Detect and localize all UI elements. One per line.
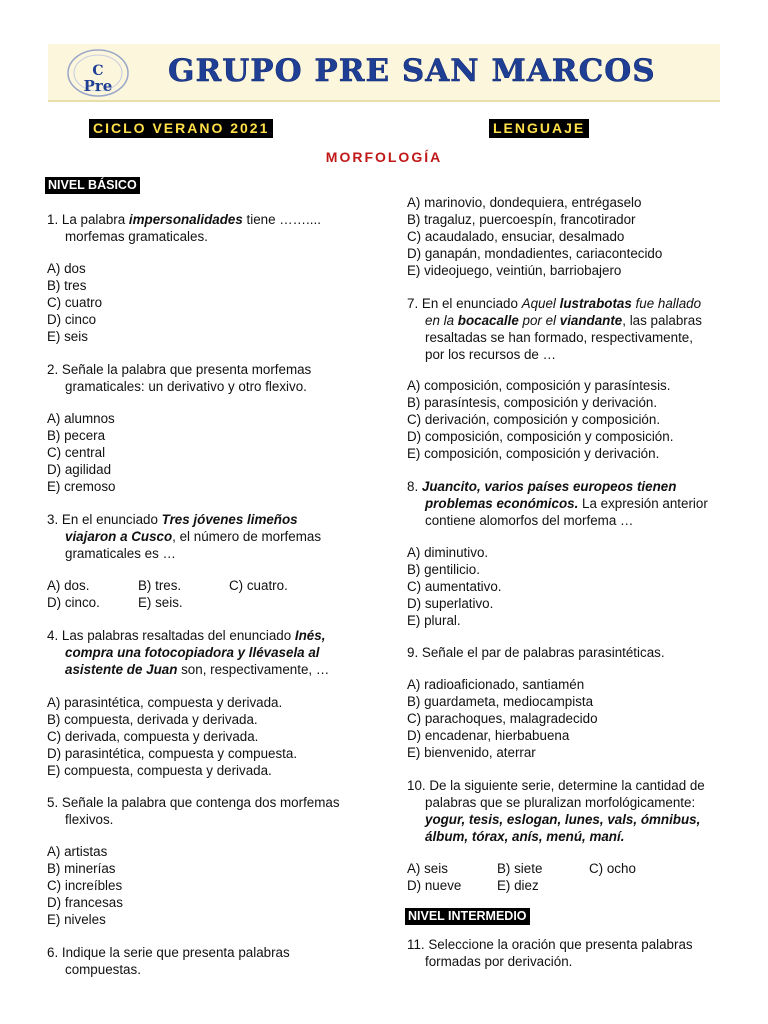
header-banner	[48, 44, 720, 102]
q2-line1: 2. Señale la palabra que presenta morfemas	[47, 362, 312, 377]
q8-option-e: E) plural.	[407, 613, 461, 628]
q10-line1: 10. De la siguiente serie, determine la cantidad de	[407, 778, 705, 793]
q1-option-b: B) tres	[47, 278, 87, 293]
q3-option-e: E) seis.	[138, 595, 183, 610]
level-basic-badge: NIVEL BÁSICO	[45, 177, 140, 194]
q7-option-d: D) composición, composición y composición.	[407, 429, 674, 444]
q5-option-e: E) niveles	[47, 912, 106, 927]
q6-option-c: C) acaudalado, ensuciar, desalmado	[407, 229, 625, 244]
q1-option-c: C) cuatro	[47, 295, 103, 310]
q8-option-b: B) gentilicio.	[407, 562, 480, 577]
q8-option-c: C) aumentativo.	[407, 579, 502, 594]
banner-title: GRUPO PRE SAN MARCOS	[168, 53, 656, 89]
q10-option-a: A) seis	[407, 861, 448, 876]
q3-option-a: A) dos.	[47, 578, 90, 593]
q4-line2: compra una fotocopiadora y llévasela al	[65, 645, 320, 660]
q6-option-b: B) tragaluz, puercoespín, francotirador	[407, 212, 636, 227]
logo-text: Pre	[83, 77, 113, 95]
q9-option-a: A) radioaficionado, santiamén	[407, 677, 585, 692]
q10-line3: yogur, tesis, eslogan, lunes, vals, ómnibus,	[425, 812, 701, 827]
q2-option-b: B) pecera	[47, 428, 106, 443]
level-intermediate-badge: NIVEL INTERMEDIO	[405, 908, 530, 925]
q7-line1: 7. En el enunciado Aquel lustrabotas fue hallado	[407, 296, 702, 311]
q9-line1: 9. Señale el par de palabras parasintéticas.	[407, 645, 665, 660]
q8-line3: contiene alomorfos del morfema …	[425, 513, 634, 528]
q6-option-e: E) videojuego, veintiún, barriobajero	[407, 263, 622, 278]
q4-line1: 4. Las palabras resaltadas del enunciado Inés,	[47, 628, 326, 643]
q6-option-d: D) ganapán, mondadientes, cariacontecido	[407, 246, 663, 261]
course-tag: LENGUAJE	[489, 119, 589, 138]
q4-option-e: E) compuesta, compuesta y derivada.	[47, 763, 272, 778]
q2-option-e: E) cremoso	[47, 479, 116, 494]
q11-line2: formadas por derivación.	[425, 954, 573, 969]
q7-line4: por los recursos de …	[425, 347, 556, 362]
q7-line2: en la bocacalle por el viandante, las palabras	[425, 313, 702, 328]
q5-option-d: D) francesas	[47, 895, 123, 910]
q9-option-b: B) guardameta, mediocampista	[407, 694, 594, 709]
q1-option-d: D) cinco	[47, 312, 97, 327]
q10-option-b: B) siete	[497, 861, 543, 876]
q3-option-c: C) cuatro.	[229, 578, 288, 593]
q8-line2: problemas económicos. La expresión anterior	[425, 496, 708, 511]
q9-option-d: D) encadenar, hierbabuena	[407, 728, 570, 743]
q6-line1: 6. Indique la serie que presenta palabras	[47, 945, 290, 960]
q10-option-e: E) diez	[497, 878, 539, 893]
q10-option-d: D) nueve	[407, 878, 462, 893]
q3-option-b: B) tres.	[138, 578, 182, 593]
q3-line3: gramaticales es …	[65, 546, 176, 561]
q7-option-c: C) derivación, composición y composición.	[407, 412, 661, 427]
q2-option-a: A) alumnos	[47, 411, 115, 426]
cycle-tag: CICLO VERANO 2021	[89, 119, 273, 138]
q5-line1: 5. Señale la palabra que contenga dos morfemas	[47, 795, 340, 810]
q11-line1: 11. Seleccione la oración que presenta palabras	[407, 937, 693, 952]
q7-line3: resaltadas se han formado, respectivamente,	[425, 330, 693, 345]
q1-line2: morfemas gramaticales.	[65, 229, 208, 244]
q5-option-b: B) minerías	[47, 861, 116, 876]
q5-line2: flexivos.	[65, 812, 114, 827]
q3-option-d: D) cinco.	[47, 595, 100, 610]
q10-option-c: C) ocho	[589, 861, 636, 876]
q10-line2: palabras que se pluralizan morfológicamente:	[425, 795, 696, 810]
q1-line1: 1. La palabra impersonalidades tiene ……....	[47, 212, 321, 227]
q5-option-c: C) increíbles	[47, 878, 123, 893]
topic-title: MORFOLOGÍA	[325, 149, 443, 165]
q3-line1: 3. En el enunciado Tres jóvenes limeños	[47, 512, 298, 527]
q8-option-d: D) superlativo.	[407, 596, 494, 611]
q4-option-a: A) parasintética, compuesta y derivada.	[47, 695, 283, 710]
q3-line2: viajaron a Cusco, el número de morfemas	[65, 529, 322, 544]
q9-option-c: C) parachoques, malagradecido	[407, 711, 598, 726]
q2-option-d: D) agilidad	[47, 462, 112, 477]
q6-option-a: A) marinovio, dondequiera, entrégaselo	[407, 195, 642, 210]
q2-option-c: C) central	[47, 445, 106, 460]
q8-option-a: A) diminutivo.	[407, 545, 489, 560]
q5-option-a: A) artistas	[47, 844, 108, 859]
q1-option-a: A) dos	[47, 261, 86, 276]
q8-line1: 8. Juancito, varios países europeos tienen	[407, 479, 677, 494]
q7-option-b: B) parasíntesis, composición y derivación.	[407, 395, 658, 410]
q2-line2: gramaticales: un derivativo y otro flexivo.	[65, 379, 307, 394]
logo-letter: C	[92, 63, 104, 79]
q7-option-a: A) composición, composición y parasíntesis.	[407, 378, 671, 393]
q4-option-b: B) compuesta, derivada y derivada.	[47, 712, 258, 727]
q7-option-e: E) composición, composición y derivación.	[407, 446, 660, 461]
q10-line4: álbum, tórax, anís, menú, maní.	[425, 829, 625, 844]
q4-option-c: C) derivada, compuesta y derivada.	[47, 729, 259, 744]
pre-san-marcos-logo-icon	[66, 48, 130, 98]
q6-line2: compuestas.	[65, 962, 141, 977]
q4-option-d: D) parasintética, compuesta y compuesta.	[47, 746, 298, 761]
q9-option-e: E) bienvenido, aterrar	[407, 745, 536, 760]
q1-option-e: E) seis	[47, 329, 88, 344]
q4-line3: asistente de Juan son, respectivamente, …	[65, 662, 330, 677]
